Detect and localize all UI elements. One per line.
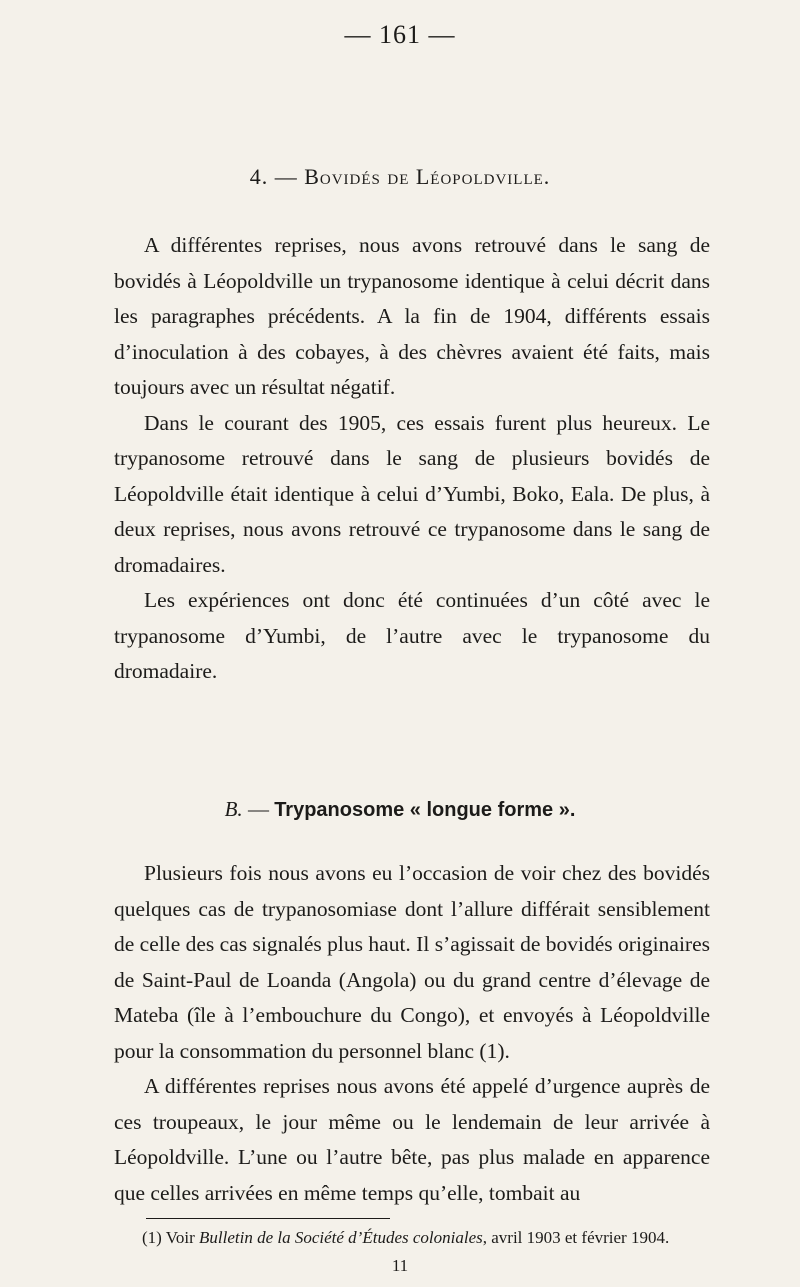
subsection-heading <box>0 797 800 822</box>
subsection-title: Trypanosome « longue forme ». <box>274 799 576 821</box>
section-a-text <box>114 228 710 690</box>
footnote-marker: (1) Voir <box>142 1228 199 1247</box>
signature-mark: 11 <box>391 1256 409 1275</box>
footnote <box>142 1226 742 1250</box>
paragraph: Plusieurs fois nous avons eu l’occasion de voir chez des bovidés quelques cas de trypanosomiase dont l’allure différait sensiblement de celle des cas signalés plus haut. Il s’agissait de bovidés originaires de Saint-Paul de Loanda (Angola) ou du grand centre d’élevage de Mateba (île à l’embouchure du Congo), et envoyés à Léopoldville pour la consommation du personnel blanc (1). <box>114 861 710 1063</box>
section-title: Bovidés de Léopoldville. <box>304 164 551 189</box>
section-b-text <box>114 856 710 1211</box>
section-heading <box>0 164 800 190</box>
subsection-dash: — <box>242 797 275 821</box>
footnote-journal-title: Bulletin de la Société d’Études coloniales <box>199 1228 483 1247</box>
subsection-letter: B. <box>224 797 243 821</box>
footnote-divider <box>146 1218 390 1219</box>
footnote-dates: , avril 1903 et février 1904. <box>482 1228 670 1247</box>
paragraph: A différentes reprises nous avons été appelé d’urgence auprès de ces troupeaux, le jour même ou le lendemain de leur arrivée à Léopoldville. L’une ou l’autre bête, pas plus malade en apparence que celles arrivées en même temps qu’elle, tombait au <box>114 1074 710 1205</box>
page-number-header: — 161 — <box>344 20 456 49</box>
section-number: 4. — <box>249 164 305 189</box>
paragraph: A différentes reprises, nous avons retrouvé dans le sang de bovidés à Léopoldville un trypanosome identique à celui décrit dans les paragraphes précédents. A la fin de 1904, différents essais d’inoculation à des cobayes, à des chèvres avaient été faits, mais toujours avec un résultat négatif. <box>114 233 710 399</box>
paragraph: Dans le courant des 1905, ces essais furent plus heureux. Le trypanosome retrouvé dans le sang de plusieurs bovidés de Léopoldville était identique à celui d’Yumbi, Boko, Eala. De plus, à deux reprises, nous avons retrouvé ce trypanosome dans le sang de dromadaires. <box>114 410 710 577</box>
paragraph: Les expériences ont donc été continuées d’un côté avec le trypanosome d’Yumbi, de l’autre avec le trypanosome du dromadaire. <box>114 588 710 683</box>
